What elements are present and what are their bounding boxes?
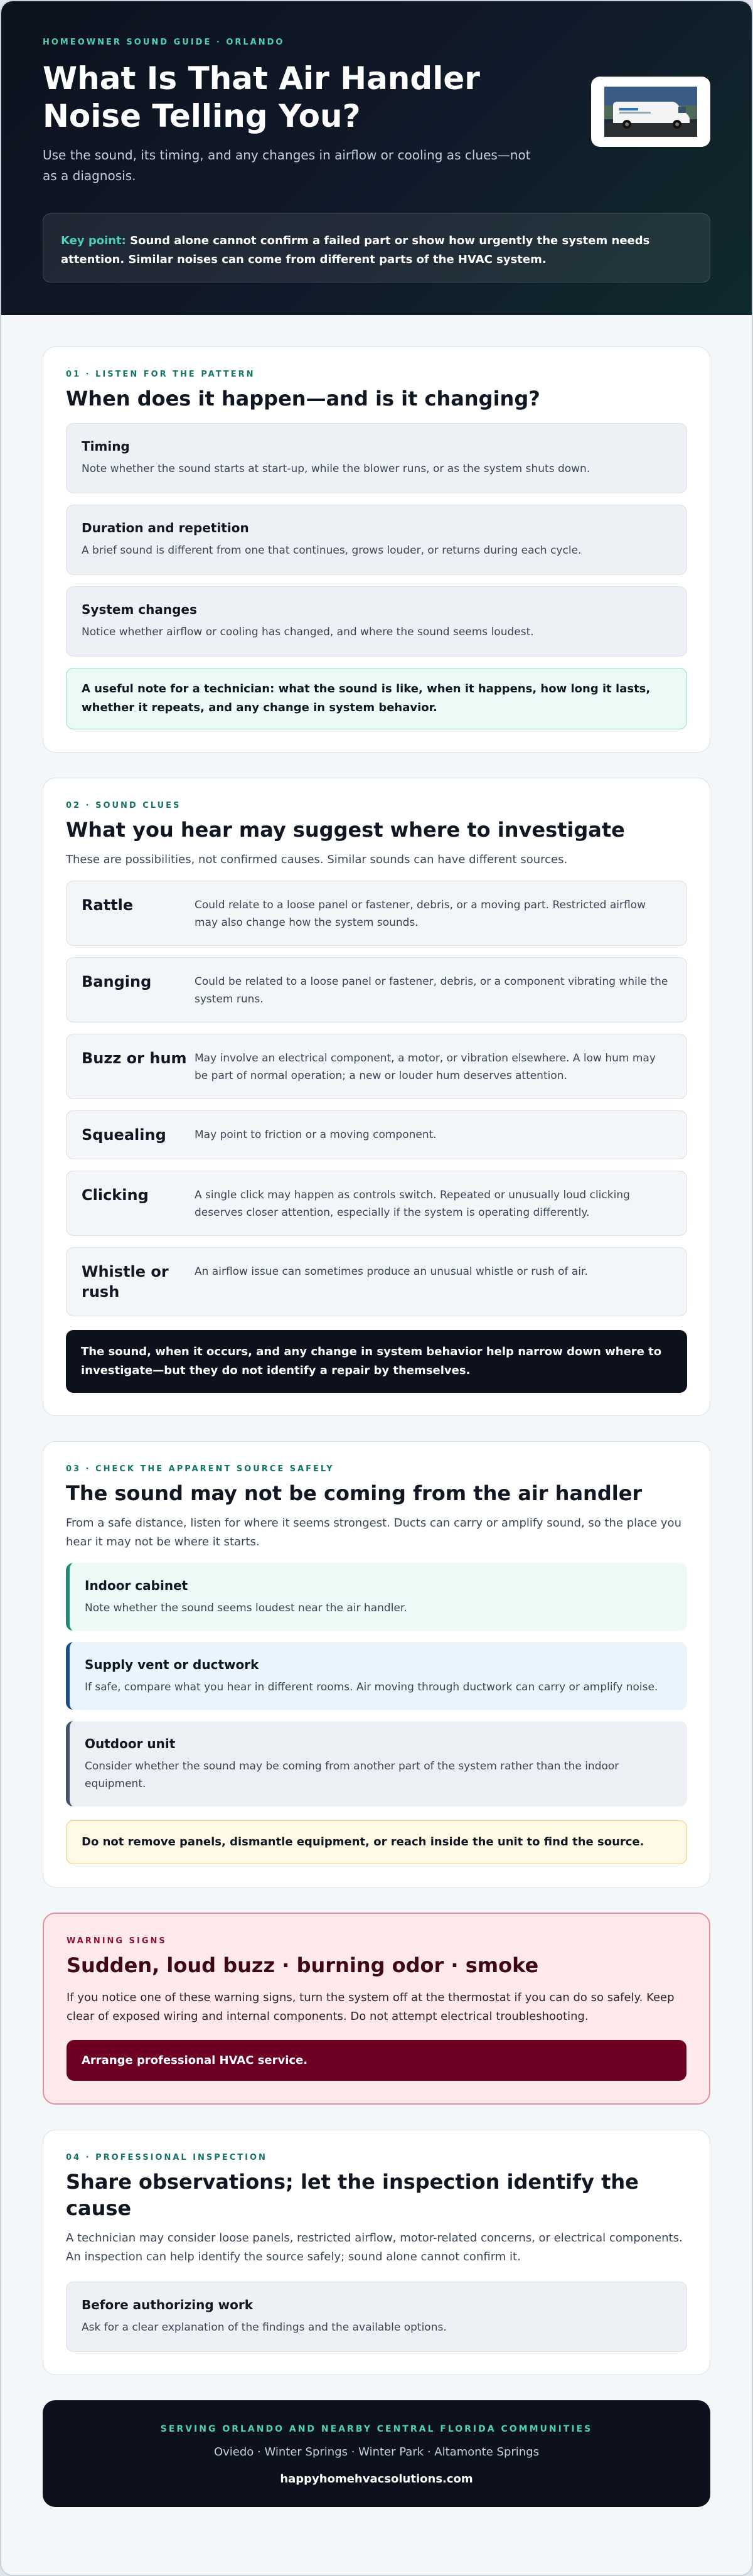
safety-note: Do not remove panels, dismantle equipment, or reach inside the unit to find the source. [66,1820,687,1864]
source-item-supply-vent [66,1642,687,1710]
warning-kicker: WARNING SIGNS [67,1936,167,1946]
page-title: What Is That Air Handler Noise Telling You? [43,60,480,134]
section-title: Share observations; let the inspection identify the cause [66,2170,639,2220]
warning-section [43,1913,710,2105]
sound-row-buzz [66,1034,687,1099]
sound-description: May involve an electrical component, a motor, or vibration elsewhere. A low hum may be part of normal operation; a new or louder hum deserves attention. [195,1052,656,1082]
item-title: Before authorizing work [82,2297,254,2312]
hero [1,1,752,315]
pattern-item-system-changes [66,586,687,657]
main-content [1,315,752,2507]
van-icon [604,87,697,137]
sound-row-whistle [66,1247,687,1316]
item-text: Consider whether the sound may be coming from another part of the system rather than the indoor equipment. [85,1760,619,1790]
item-title: Outdoor unit [85,1736,176,1751]
before-authorizing-box [66,2282,687,2352]
sound-row-squealing [66,1110,687,1159]
item-title: Supply vent or ductwork [85,1657,259,1672]
sound-name: Buzz or hum [82,1049,187,1067]
hero-eyebrow: HOMEOWNER SOUND GUIDE · ORLANDO [43,38,285,47]
sound-name: Rattle [82,896,134,914]
sound-row-banging [66,957,687,1022]
sound-name: Banging [82,973,152,990]
item-text: Ask for a clear explanation of the findings and the available options. [82,2321,447,2334]
sound-row-clicking [66,1171,687,1236]
sound-row-rattle [66,881,687,946]
pattern-item-duration [66,505,687,575]
item-text: Note whether the sound starts at start-up, while the blower runs, or as the system shuts down. [82,463,590,475]
footer-kicker: SERVING ORLANDO AND NEARBY CENTRAL FLORIDA COMMUNITIES [160,2424,593,2434]
sound-clues-section [43,778,710,1416]
section-kicker: 02 · SOUND CLUES [66,801,181,810]
sound-description: May point to friction or a moving component. [195,1129,437,1141]
item-title: System changes [82,602,197,617]
sound-description: Could relate to a loose panel or fastener, debris, or a moving part. Restricted airflow may also change how the system sounds. [195,899,646,929]
section-title: What you hear may suggest where to investigate [66,818,625,842]
item-title: Indoor cabinet [85,1578,188,1593]
section-kicker: 04 · PROFESSIONAL INSPECTION [66,2153,267,2162]
arrange-service-button[interactable]: Arrange professional HVAC service. [67,2040,686,2081]
section-title: When does it happen—and is it changing? [66,387,540,411]
website-link[interactable]: happyhomehvacsolutions.com [280,2472,473,2486]
key-point-label: Key point: [61,234,126,247]
item-text: If safe, compare what you hear in different rooms. Air moving through ductwork can carry or amplify noise. [85,1681,658,1693]
technician-note: A useful note for a technician: what the sound is like, when it happens, how long it lasts, whether it repeats, and any change in system behavior. [66,668,687,729]
warning-text: If you notice one of these warning signs, turn the system off at the thermostat if you can do so safely. Keep clear of exposed wiring and internal components. Do not attempt electrical troubleshooting. [67,1991,675,2023]
sound-name: Whistle or rush [82,1263,169,1301]
source-item-outdoor-unit [66,1721,687,1806]
sound-description: A single click may happen as controls switch. Repeated or unusually loud clicking deserves closer attention, especially if the system is operating differently. [195,1189,630,1219]
item-title: Duration and repetition [82,520,249,535]
section-kicker: 01 · LISTEN FOR THE PATTERN [66,370,255,379]
section-kicker: 03 · CHECK THE APPARENT SOURCE SAFELY [66,1464,334,1474]
source-item-indoor-cabinet [66,1563,687,1631]
sound-name: Clicking [82,1186,149,1204]
source-section [43,1441,710,1887]
item-text: A brief sound is different from one that continues, grows louder, or returns during each cycle. [82,544,582,557]
item-title: Timing [82,439,130,454]
pattern-section [43,346,710,753]
sound-name: Squealing [82,1126,166,1144]
inspection-section [43,2130,710,2375]
section-intro: From a safe distance, listen for where it seems strongest. Ducts can carry or amplify sound, so the place you hear it may not be where it starts. [66,1516,681,1548]
key-point-callout [43,213,710,282]
item-text: Note whether the sound seems loudest near the air handler. [85,1602,407,1614]
service-van-image [591,77,710,147]
hero-lede: Use the sound, its timing, and any changes in airflow or cooling as clues—not as a diagnosis. [43,148,531,183]
sound-clues-note: The sound, when it occurs, and any change in system behavior help narrow down where to investigate—but they do not identify a repair by themselves. [66,1330,687,1393]
pattern-item-timing [66,423,687,493]
footer-communities: Oviedo · Winter Springs · Winter Park · Altamonte Springs [213,2445,539,2459]
sound-description: Could be related to a loose panel or fastener, debris, or a component vibrating while the system runs. [195,975,668,1006]
warning-title: Sudden, loud buzz · burning odor · smoke [67,1953,539,1977]
section-title: The sound may not be coming from the air handler [66,1481,643,1505]
sound-description: An airflow issue can sometimes produce an unusual whistle or rush of air. [195,1265,588,1278]
item-text: Notice whether airflow or cooling has changed, and where the sound seems loudest. [82,626,534,638]
section-intro: A technician may consider loose panels, restricted airflow, motor-related concerns, or electrical components. An inspection can help identify the source safely; sound alone cannot confirm it. [66,2231,683,2263]
footer [43,2400,710,2507]
section-intro: These are possibilities, not confirmed causes. Similar sounds can have different sources. [66,853,568,866]
key-point-text: Sound alone cannot confirm a failed part or show how urgently the system needs attention. Similar noises can come from different parts of the HVAC system. [61,234,650,266]
